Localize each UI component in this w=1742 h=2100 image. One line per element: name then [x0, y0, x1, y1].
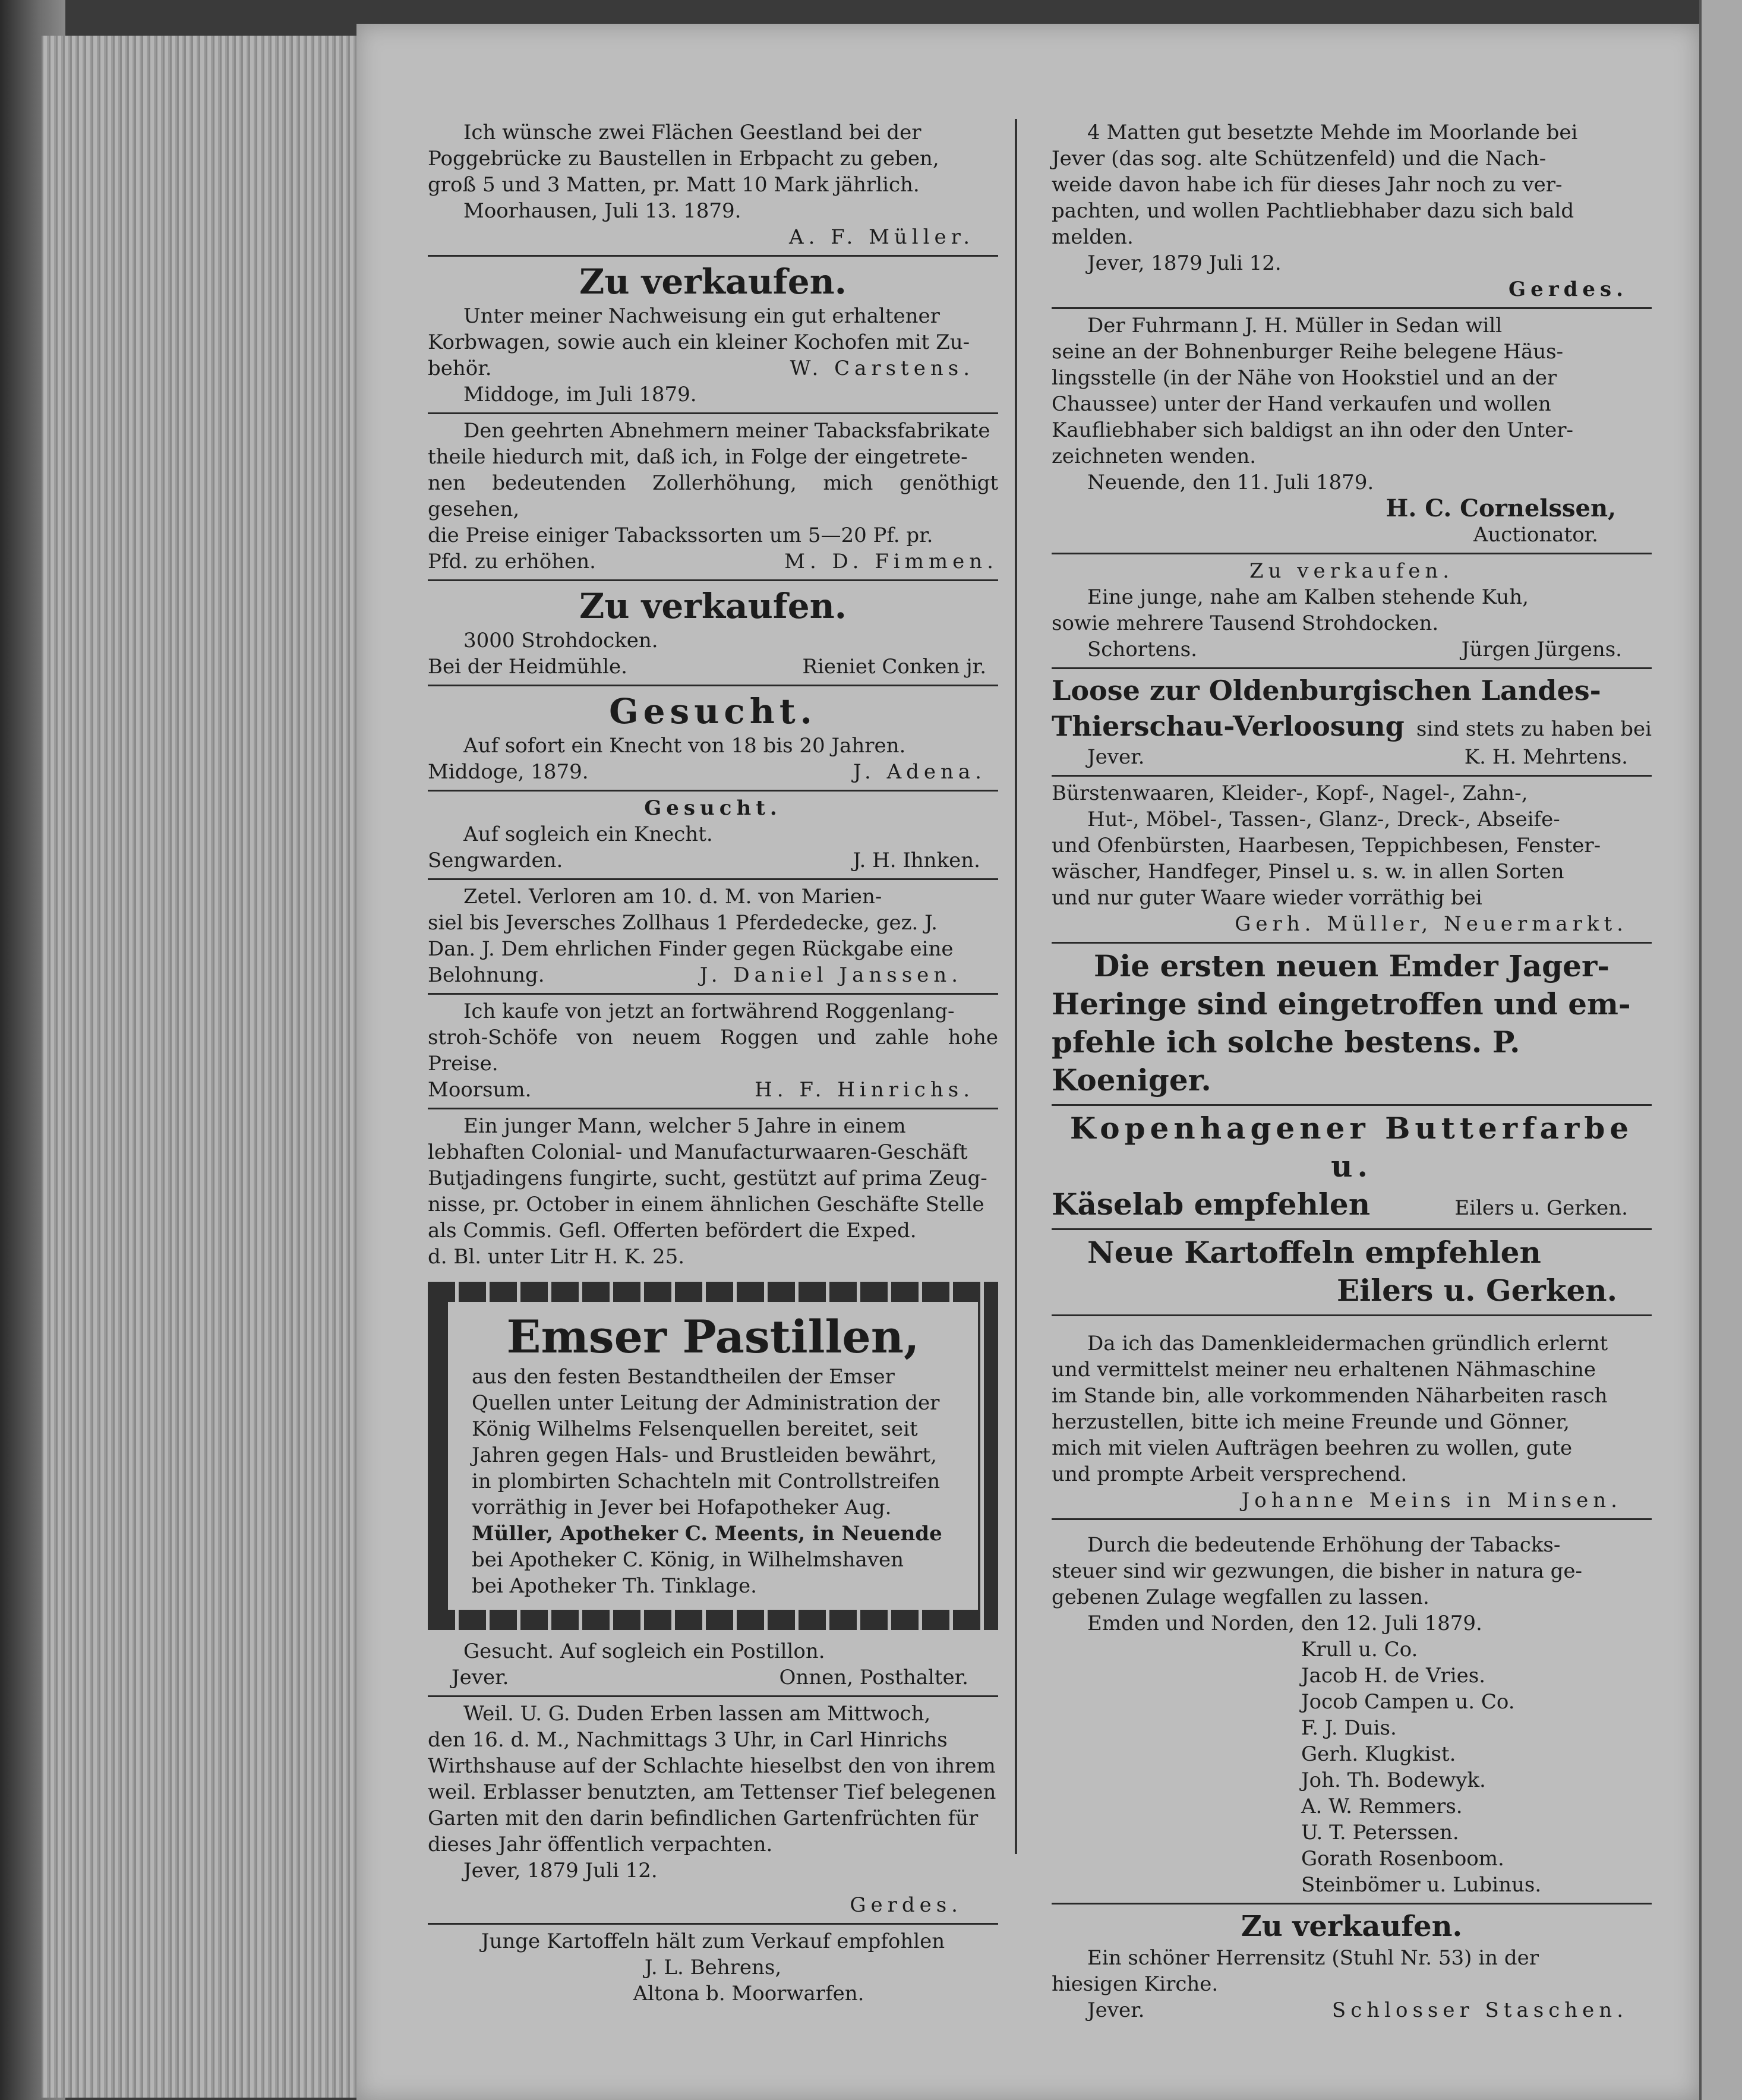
- ad-signature: J. Adena.: [853, 760, 986, 784]
- ad-place-date: Moorhausen, Juli 13. 1879.: [463, 199, 741, 223]
- ad-text-line: Pfd. zu erhöhen.: [428, 550, 596, 573]
- ad-knecht-sofort: [428, 686, 998, 792]
- ad-text-line: stroh-Schöfe von neuem Roggen und zahle hohe Preise.: [428, 1026, 998, 1076]
- ad-text-line: 4 Matten gut besetzte Mehde im Moorlande bei: [1087, 121, 1578, 144]
- ad-text-line: theile hiedurch mit, daß ich, in Folge der eingetrete-: [428, 445, 968, 469]
- ad-signature: M. D. Fimmen.: [784, 550, 998, 573]
- ad-sign-row: [428, 962, 998, 988]
- ad-mehde: [1052, 116, 1652, 309]
- ad-text-line: bei Apotheker Th. Tinklage.: [472, 1574, 757, 1598]
- ad-place-date: Bei der Heidmühle.: [428, 655, 627, 679]
- ad-text-line: dieses Jahr öffentlich verpachten.: [428, 1833, 773, 1856]
- ad-signature: H. F. Hinrichs.: [755, 1078, 974, 1102]
- ad-signature: Onnen, Posthalter.: [779, 1666, 968, 1689]
- ad-sign-row: [1052, 744, 1652, 770]
- ad-signature: Gerh. Müller, Neuermarkt.: [1235, 912, 1628, 936]
- ad-place-date: Jever.: [1087, 745, 1145, 769]
- ad-text-line: im Stande bin, alle vorkommenden Näharbeiten rasch: [1052, 1384, 1608, 1408]
- ad-heading: Gesucht.: [609, 691, 817, 731]
- ad-text-line: Gesucht. Auf sogleich ein Postillon.: [463, 1639, 825, 1663]
- ad-herrensitz: [1052, 1904, 1652, 2028]
- ad-signature: K. H. Mehrtens.: [1464, 745, 1628, 769]
- ad-text-line: Hut-, Möbel-, Tassen-, Glanz-, Dreck-, Abseife-: [1087, 808, 1560, 831]
- ad-text-line: Wirthshause auf der Schlachte hieselbst den von ihrem: [428, 1754, 996, 1778]
- ad-signature-role: Auctionator.: [1473, 523, 1598, 547]
- ad-text-line: wäscher, Handfeger, Pinsel u. s. w. in allen Sorten: [1052, 860, 1564, 884]
- column-divider: [1015, 119, 1017, 1854]
- ad-roggenstroh: [428, 995, 998, 1109]
- ad-place-date: Emden und Norden, den 12. Juli 1879.: [1087, 1612, 1482, 1635]
- ad-text-line: sowie mehrere Tausend Strohdocken.: [1052, 611, 1439, 635]
- left-column: [428, 116, 998, 2011]
- ad-place-date: Middoge, im Juli 1879.: [463, 383, 697, 406]
- ad-heading: Gesucht.: [644, 796, 782, 820]
- ad-strohdocken: [428, 581, 998, 686]
- ad-place-date: Schortens.: [1087, 638, 1197, 661]
- ad-place-date: Neuende, den 11. Juli 1879.: [1087, 471, 1374, 494]
- emser-pastillen-box: [428, 1282, 998, 1630]
- ad-pferdedecke: [428, 880, 998, 995]
- ad-text-line: Ich kaufe von jetzt an fortwährend Roggenlang-: [463, 999, 955, 1023]
- ad-text-line: nisse, pr. October in einem ähnlichen Geschäfte Stelle: [428, 1193, 984, 1216]
- ad-butterfarbe: [1052, 1106, 1652, 1230]
- ad-text-line: Korbwagen, sowie auch ein kleiner Kochofen mit Zu-: [428, 330, 970, 354]
- ad-buerstenwaaren: [1052, 777, 1652, 944]
- ad-text-line: behör.: [428, 357, 492, 380]
- ad-text-line: pfehle ich solche bestens. P. Koeniger.: [1052, 1024, 1520, 1098]
- ad-signature: J. H. Ihnken.: [853, 849, 980, 872]
- ad-heading: Zu verkaufen.: [1249, 559, 1454, 583]
- signatory-name: Gorath Rosenboom.: [1301, 1847, 1504, 1871]
- ad-text-line: in plombirten Schachteln mit Controllstreifen: [472, 1470, 941, 1493]
- ad-place-date: Moorsum.: [428, 1078, 532, 1102]
- ad-signature: Eilers u. Gerken.: [1337, 1273, 1618, 1308]
- ad-text-line: Zetel. Verloren am 10. d. M. von Marien-: [463, 885, 882, 909]
- ad-text-line: bei Apotheker C. König, in Wilhelmshaven: [472, 1548, 904, 1572]
- ad-garten-verpachtung: [428, 1697, 998, 1925]
- ad-neue-kartoffeln: [1052, 1230, 1652, 1316]
- ad-text-line: Kopenhagener Butterfarbe u.: [1069, 1111, 1634, 1184]
- ad-text-line: lingsstelle (in der Nähe von Hookstiel und an der: [1052, 366, 1557, 390]
- ad-text-line: Käselab empfehlen: [1052, 1187, 1371, 1222]
- ad-geestland: [428, 116, 998, 257]
- ad-haeuslingsstelle: [1052, 309, 1652, 554]
- ad-signature: A. F. Müller.: [789, 225, 974, 249]
- ad-place-date: Jever.: [1087, 1998, 1145, 2022]
- ad-text-line: die Preise einiger Tabackssorten um 5—20 Pf. pr.: [428, 524, 933, 547]
- ad-text-line: weil. Erblasser benutzten, am Tettenser Tief belegenen: [428, 1780, 996, 1804]
- ad-sign-row: [1052, 636, 1652, 663]
- ad-text-line: Die ersten neuen Emder Jager-: [1093, 948, 1610, 983]
- ad-text-line: weide davon habe ich für dieses Jahr noch zu ver-: [1052, 173, 1563, 197]
- ad-signature: Schlosser Staschen.: [1331, 1998, 1628, 2022]
- ad-text-line: Garten mit den darin befindlichen Gartenfrüchten für: [428, 1806, 979, 1830]
- ad-signature: H. C. Cornelssen,: [1386, 494, 1616, 522]
- ad-signature: J. Daniel Janssen.: [699, 963, 962, 987]
- ad-signature: Gerdes.: [1509, 278, 1628, 301]
- ad-text-line: herzustellen, bitte ich meine Freunde und Gönner,: [1052, 1410, 1570, 1434]
- ad-text-line: Heringe sind eingetroffen und em-: [1052, 986, 1631, 1021]
- ad-signature: W. Carstens.: [790, 357, 974, 380]
- ad-signature: Rieniet Conken jr.: [802, 655, 986, 679]
- ad-text-line: melden.: [1052, 225, 1134, 249]
- ad-place-date: Sengwarden.: [428, 849, 563, 872]
- ad-text-line: 3000 Strohdocken.: [463, 629, 658, 652]
- ad-postillon: [428, 1635, 998, 1697]
- ad-heading: Zu verkaufen.: [1241, 1910, 1463, 1943]
- ad-text-line: Eine junge, nahe am Kalben stehende Kuh,: [1087, 585, 1529, 609]
- ad-text-line: Jever (das sog. alte Schützenfeld) und die Nach-: [1052, 147, 1547, 171]
- ad-text-line: Belohnung.: [428, 963, 545, 987]
- ad-text-line: Ein junger Mann, welcher 5 Jahre in einem: [463, 1114, 906, 1138]
- ad-heading: Thierschau-Verloosung: [1052, 710, 1405, 742]
- ad-damenkleidermachen: [1052, 1316, 1652, 1520]
- ad-place-date: Jever, 1879 Juli 12.: [1087, 251, 1282, 275]
- ad-text-line: Quellen unter Leitung der Administration der: [472, 1391, 940, 1415]
- ad-text-line: Jahren gegen Hals- und Brustleiden bewährt,: [472, 1443, 937, 1467]
- signatory-name: Joh. Th. Bodewyk.: [1301, 1768, 1486, 1792]
- signatory-name: Jocob Campen u. Co.: [1301, 1690, 1515, 1714]
- ad-signature: Jürgen Jürgens.: [1461, 638, 1622, 661]
- ad-heringe: [1052, 944, 1652, 1106]
- ad-text-line: Der Fuhrmann J. H. Müller in Sedan will: [1087, 314, 1503, 338]
- ad-text-line: Bürstenwaaren, Kleider-, Kopf-, Nagel-, Zahn-,: [1052, 781, 1528, 805]
- ad-tabacksteuer: [1052, 1520, 1652, 1904]
- ad-text-line: Ich wünsche zwei Flächen Geestland bei der: [463, 121, 922, 144]
- signatory-list: [1052, 1637, 1652, 1898]
- ad-text-line: den 16. d. M., Nachmittags 3 Uhr, in Carl Hinrichs: [428, 1728, 948, 1752]
- ad-text-line: lebhaften Colonial- und Manufacturwaaren-Geschäft: [428, 1140, 968, 1164]
- ad-text-line: Chaussee) unter der Hand verkaufen und wollen: [1052, 392, 1551, 416]
- ad-heading: Loose zur Oldenburgischen Landes-: [1052, 674, 1601, 707]
- emser-pastillen-content: [448, 1302, 978, 1610]
- signatory-name: Steinbömer u. Lubinus.: [1301, 1873, 1542, 1897]
- ad-heading: Zu verkaufen.: [579, 261, 847, 302]
- ad-text-line: König Wilhelms Felsenquellen bereitet, seit: [472, 1417, 918, 1441]
- ad-sign-row: [428, 355, 998, 381]
- ad-sign-row: [1052, 1997, 1652, 2023]
- book-page-edges: [42, 36, 362, 2098]
- ad-place-date: Jever, 1879 Juli 12.: [463, 1859, 658, 1883]
- ad-text-line: als Commis. Gefl. Offerten befördert die Exped.: [428, 1219, 917, 1243]
- ad-text-line: Da ich das Damenkleidermachen gründlich erlernt: [1087, 1332, 1608, 1355]
- signatory-name: Jacob H. de Vries.: [1301, 1664, 1486, 1688]
- ad-heading: Zu verkaufen.: [579, 586, 847, 626]
- ad-signature: Gerdes.: [850, 1893, 962, 1917]
- ad-text-line: Durch die bedeutende Erhöhung der Tabacks-: [1087, 1533, 1561, 1557]
- ad-text-line: Dan. J. Dem ehrlichen Finder gegen Rückgabe eine: [428, 937, 954, 961]
- ad-text-line: nen bedeutenden Zollerhöhung, mich genöthigt gesehen,: [428, 471, 998, 521]
- ad-sign-row: [428, 1077, 998, 1103]
- ad-text-line: Unter meiner Nachweisung ein gut erhaltener: [463, 304, 940, 328]
- signatory-name: A. W. Remmers.: [1301, 1795, 1463, 1818]
- ad-kartoffeln-behrens: [428, 1925, 998, 2011]
- ad-text-line: und nur guter Waare wieder vorräthig bei: [1052, 886, 1482, 910]
- ad-text-line: pachten, und wollen Pachtliebhaber dazu sich bald: [1052, 199, 1574, 223]
- ad-text-line: Kaufliebhaber sich baldigst an ihn oder den Unter-: [1052, 418, 1573, 442]
- ad-text-line: gebenen Zulage wegfallen zu lassen.: [1052, 1585, 1429, 1609]
- ad-loose: [1052, 669, 1652, 777]
- ad-tabacksfabrikate: [428, 414, 998, 581]
- ad-text-line: Müller, Apotheker C. Meents, in Neuende: [472, 1522, 942, 1546]
- ad-sign-row: [428, 847, 998, 874]
- ad-text-line: Weil. U. G. Duden Erben lassen am Mittwoch,: [463, 1702, 931, 1726]
- ad-commis: [428, 1109, 998, 1275]
- ad-text-line: mich mit vielen Aufträgen beehren zu wollen, gute: [1052, 1436, 1573, 1460]
- ad-korbwagen: [428, 257, 998, 414]
- ad-text-line: groß 5 und 3 Matten, pr. Matt 10 Mark jährlich.: [428, 173, 920, 197]
- ad-sign-row: [428, 1664, 998, 1691]
- ad-text-line: und prompte Arbeit versprechend.: [1052, 1462, 1408, 1486]
- ad-text-line: Poggebrücke zu Baustellen in Erbpacht zu geben,: [428, 147, 939, 171]
- ad-text-line: Auf sogleich ein Knecht.: [463, 822, 713, 846]
- ad-text-line: und vermittelst meiner neu erhaltenen Nähmaschine: [1052, 1358, 1596, 1382]
- signatory-name: U. T. Peterssen.: [1301, 1821, 1459, 1844]
- ad-kuh: [1052, 554, 1652, 669]
- signatory-name: F. J. Duis.: [1301, 1716, 1397, 1740]
- ad-text-line: steuer sind wir gezwungen, die bisher in natura ge-: [1052, 1559, 1582, 1583]
- ad-sign-row: [1052, 1185, 1652, 1224]
- ad-text-line: seine an der Bohnenburger Reihe belegene Häus-: [1052, 340, 1564, 364]
- ad-heading-row: [1052, 708, 1652, 744]
- ad-place: Altona b. Moorwarfen.: [633, 1982, 864, 2006]
- ad-text-line: hiesigen Kirche.: [1052, 1972, 1219, 1996]
- ad-text-line: Junge Kartoffeln hält zum Verkauf empfohlen: [481, 1929, 945, 1953]
- ad-text-line: Butjadingens fungirte, sucht, gestützt auf prima Zeug-: [428, 1166, 987, 1190]
- ad-sign-row: [428, 654, 998, 680]
- ad-text-line: Ein schöner Herrensitz (Stuhl Nr. 53) in der: [1087, 1946, 1539, 1970]
- ad-signature: Johanne Meins in Minsen.: [1241, 1489, 1622, 1512]
- ad-text-line: sind stets zu haben bei: [1416, 717, 1652, 741]
- facing-page-edge: [1699, 0, 1742, 2100]
- ad-text-line: Auf sofort ein Knecht von 18 bis 20 Jahren.: [463, 734, 906, 758]
- ad-text-line: und Ofenbürsten, Haarbesen, Teppichbesen, Fenster-: [1052, 834, 1601, 857]
- ad-place-date: Jever.: [452, 1666, 509, 1689]
- ad-sign-row: [428, 759, 998, 785]
- ad-text-line: vorräthig in Jever bei Hofapotheker Aug.: [472, 1496, 892, 1519]
- ad-text-line: Den geehrten Abnehmern meiner Tabacksfabrikate: [463, 419, 990, 443]
- ad-heading: Emser Pastillen,: [506, 1310, 920, 1363]
- ad-place-date: Middoge, 1879.: [428, 760, 589, 784]
- signatory-name: Gerh. Klugkist.: [1301, 1742, 1456, 1766]
- ad-text-line: zeichneten wenden.: [1052, 444, 1257, 468]
- signatory-name: Krull u. Co.: [1301, 1638, 1418, 1661]
- ad-text-line: aus den festen Bestandtheilen der Emser: [472, 1365, 895, 1389]
- ad-text-line: Neue Kartoffeln empfehlen: [1087, 1235, 1541, 1270]
- ad-sign-row: [428, 548, 998, 575]
- ad-signature: Eilers u. Gerken.: [1454, 1196, 1628, 1220]
- ad-signature: J. L. Behrens,: [644, 1956, 782, 1979]
- ad-knecht-sogleich: [428, 792, 998, 880]
- right-column: [1052, 116, 1652, 2028]
- ad-text-line: d. Bl. unter Litr H. K. 25.: [428, 1245, 685, 1269]
- ad-text-line: siel bis Jeversches Zollhaus 1 Pferdedecke, gez. J.: [428, 911, 938, 935]
